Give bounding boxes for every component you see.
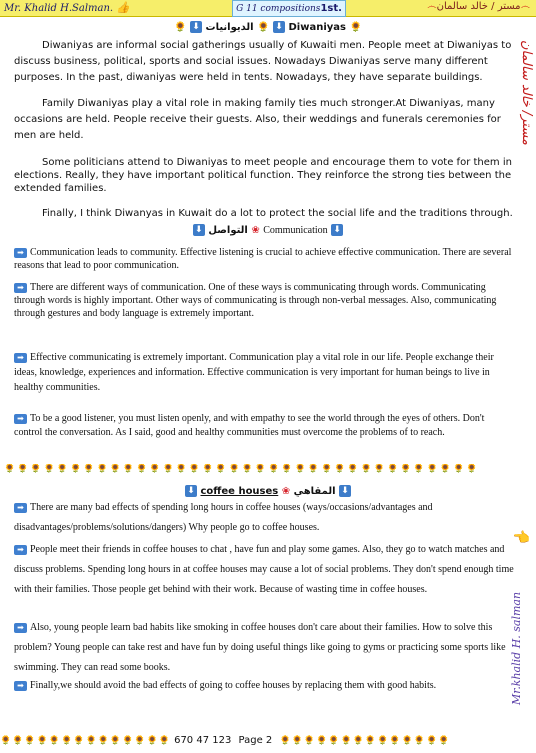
swirl-icon: ෴ xyxy=(520,1,530,12)
down-arrow-icon: ⬇ xyxy=(185,485,197,497)
paragraph: ➡ Communication leads to community. Effective listening is crucial to achieve effective communication. There are several reasons that lead to poor communication. xyxy=(14,247,512,271)
paragraph: Diwaniyas are informal social gatherings usually of Kuwaiti men. People meet at Diwaniyas to discuss business, political, sports and social issues. Nowadays Diwaniyas serve many different purposes. In the past, diwaniyas were held in tents. Nowadays, they have separate buildings. xyxy=(14,40,512,83)
side-english-signature: Mr.khalid H. salman xyxy=(510,591,523,705)
header-right: ෴مستر / خالد سالمان෴ xyxy=(427,1,530,12)
right-arrow-icon: ➡ xyxy=(14,283,27,293)
paragraph: Family Diwaniyas play a vital role in making family ties much stronger.At Diwaniyas, many occasions are held. People receive their guests. Also, their weddings and funerals ceremonies for men are held. xyxy=(14,98,501,141)
down-arrow-icon: ⬇ xyxy=(339,485,351,497)
paragraph: ➡ Also, young people learn bad habits like smoking in coffee houses don't care about their families. How to solve this problem? Young people can take rest and have fun by doing useful things like going to gyms or practicing some sports like swimming. They can read some books. xyxy=(14,622,506,673)
thumbs-up-icon: 👍 xyxy=(116,1,130,14)
right-arrow-icon: ➡ xyxy=(14,503,27,513)
side-thumbs-up-icon: 👈 xyxy=(512,530,530,546)
down-arrow-icon: ⬇ xyxy=(273,21,285,33)
phone-number: 670 47 123 xyxy=(174,735,232,746)
right-arrow-icon: ➡ xyxy=(14,414,27,424)
paragraph: ➡ There are many bad effects of spending long hours in coffee houses (ways/occasions/advantages and disadvantages/problems/solutions/dangers) Why people go to coffee houses. xyxy=(14,502,433,533)
sunflower-icon: 🌻 xyxy=(349,22,362,33)
header-left: Mr. Khalid H.Salman. 👍 xyxy=(4,1,130,14)
side-arabic-signature: مستر/ خالد سالمان xyxy=(519,40,534,145)
page-number: Page 2 xyxy=(238,735,273,746)
sunflower-icon: 🌻 xyxy=(174,22,187,33)
swirl-icon: ෴ xyxy=(427,1,437,12)
right-arrow-icon: ➡ xyxy=(14,353,27,363)
sunflower-divider: 🌻🌻🌻🌻🌻🌻🌻🌻🌻🌻🌻🌻🌻🌻🌻🌻🌻🌻🌻🌻🌻🌻🌻🌻🌻🌻🌻🌻🌻🌻🌻🌻🌻🌻🌻🌻 xyxy=(4,464,480,474)
right-arrow-icon: ➡ xyxy=(14,248,27,258)
paragraph: ➡ To be a good listener, you must listen openly, and with empathy to see the world through the eyes of others. Don't control the conversation. As I said, good and healthy communities must overcome the problems of to reach. xyxy=(14,413,485,438)
footer xyxy=(0,735,536,746)
paragraph: Some politicians attend to Diwaniyas to meet people and encourage them to vote for them in elections. Really, they have important political function. They reinforce the strong ties between the extended families. xyxy=(14,157,512,194)
sunflower-divider: 🌻🌻🌻🌻🌻🌻🌻🌻🌻🌻🌻🌻🌻🌻 xyxy=(279,736,451,746)
right-arrow-icon: ➡ xyxy=(14,681,27,691)
sunflower-icon: 🌻 xyxy=(257,22,270,33)
section-title-communication: ⬇ التواصل ❀ Communication ⬇ xyxy=(0,224,536,236)
section-title-coffee-houses: ⬇ coffee houses ❀ المقاهي ⬇ xyxy=(0,485,536,497)
paragraph: Finally, I think Diwanyas in Kuwait do a lot to protect the social life and the traditions through. xyxy=(42,208,513,219)
flower-icon: ❀ xyxy=(281,486,291,497)
paragraph: ➡ Finally,we should avoid the bad effects of going to coffee houses by replacing them with good habits. xyxy=(14,676,454,696)
paragraph: ➡ Effective communicating is extremely important. Communication play a vital role in our life. People exchange their ideas, knowledge, experiences and information. Effective communication is very important for human beings to live in healthy communities. xyxy=(14,352,494,393)
sunflower-divider: 🌻🌻🌻🌻🌻🌻🌻🌻🌻🌻🌻🌻🌻🌻 xyxy=(0,736,171,746)
header-middle: G 11 compositions1st. xyxy=(232,0,346,17)
right-arrow-icon: ➡ xyxy=(14,545,27,555)
down-arrow-icon: ⬇ xyxy=(190,21,202,33)
paragraph: ➡ There are different ways of communication. One of these ways is communicating through words. Communicating through words is highly important. Other ways of communicating is through non-verbal messages. Also, communicating through gestures and body language is extremely important. xyxy=(14,282,497,319)
right-arrow-icon: ➡ xyxy=(14,623,27,633)
section-title-diwaniyas: 🌻 ⬇ الديوانيات 🌻 ⬇ Diwaniyas 🌻 xyxy=(174,22,362,33)
down-arrow-icon: ⬇ xyxy=(193,224,205,236)
flower-icon: ❀ xyxy=(251,225,260,236)
paragraph: ➡ People meet their friends in coffee houses to chat , have fun and play some games. Also, they go to watch matches and discuss problems. Spending long hours in at coffee houses may cause a lot of social problems. They don't spend enough time with their families. Those people get behind with their work. Because of wasting time in coffee houses. xyxy=(14,544,514,595)
down-arrow-icon: ⬇ xyxy=(331,224,343,236)
header-bar xyxy=(0,0,536,17)
